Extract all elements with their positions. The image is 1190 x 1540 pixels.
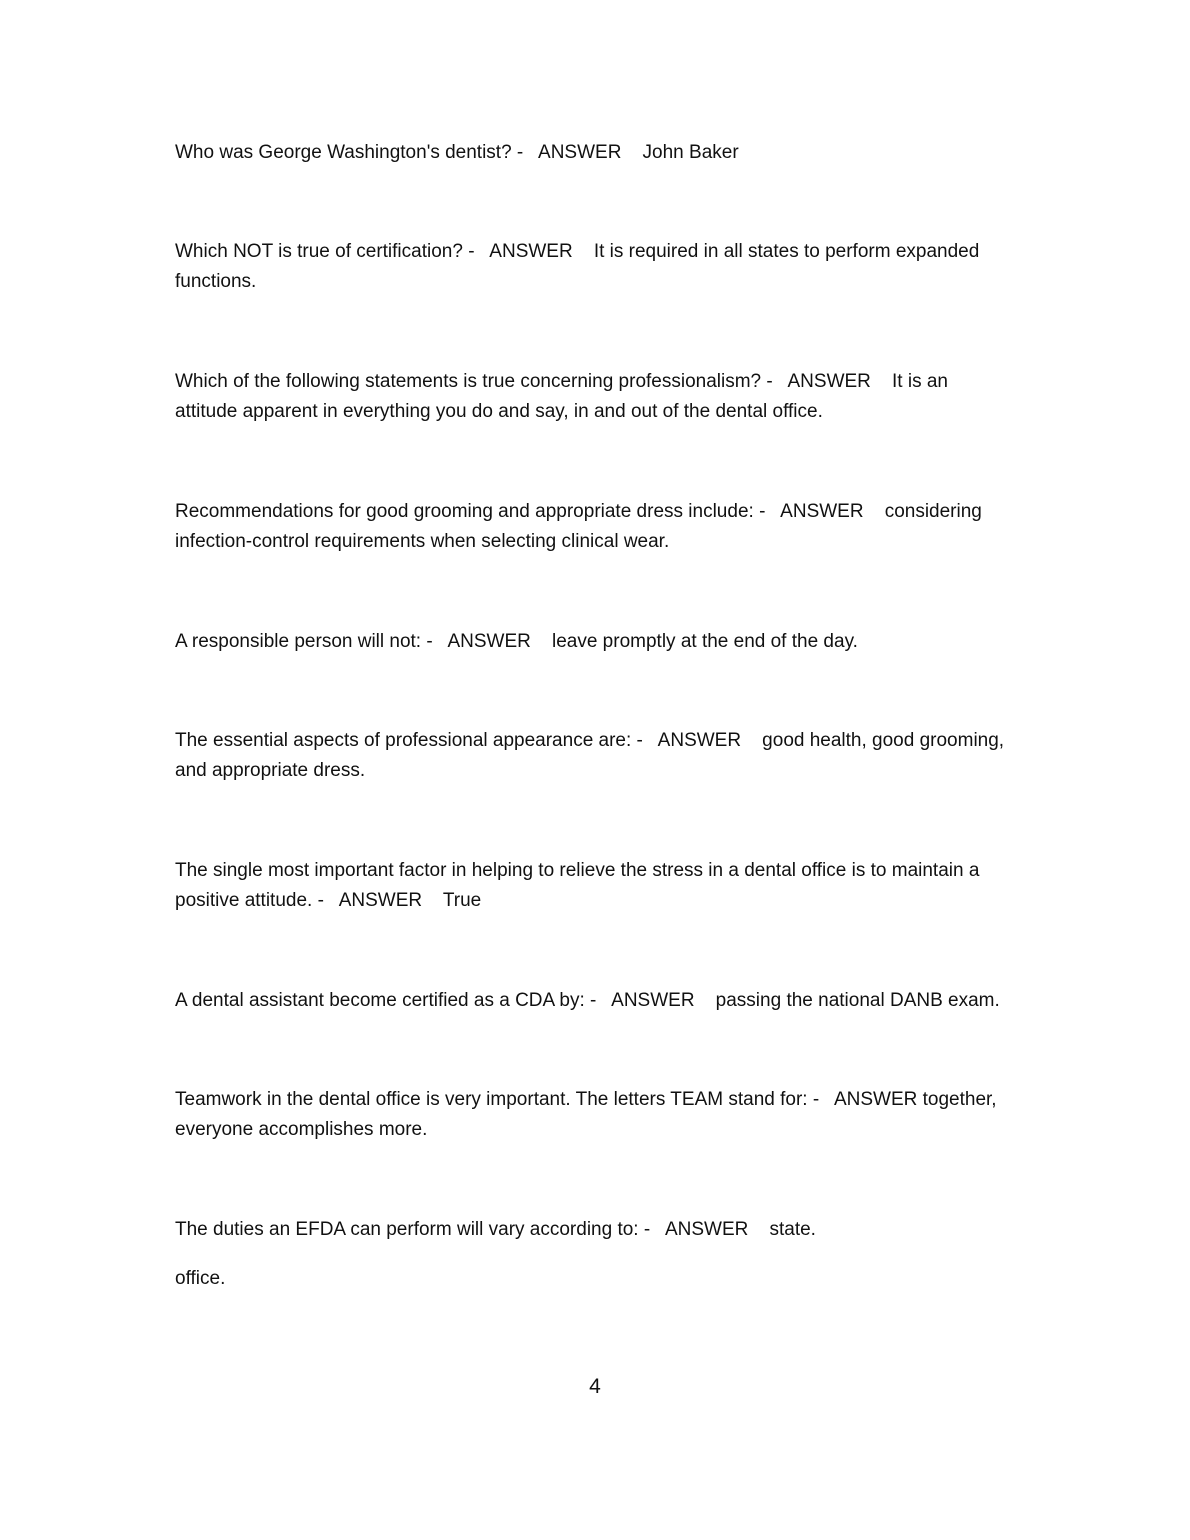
qa-item-8: A dental assistant become certified as a CDA by: - ANSWER passing the national DANB exam.	[175, 990, 1000, 1011]
qa-item-2: Which NOT is true of certification? - ANSWER It is required in all states to perform expanded functions.	[175, 241, 985, 292]
page-number: 4	[589, 1375, 601, 1398]
qa-item-10: The duties an EFDA can perform will vary according to: - ANSWER state.	[175, 1219, 816, 1240]
qa-item-3: Which of the following statements is true concerning professionalism? - ANSWER It is an attitude apparent in everything you do and say, in and out of the dental office.	[175, 371, 954, 422]
qa-item-9: Teamwork in the dental office is very important. The letters TEAM stand for: - ANSWER together, everyone accomplishes more.	[175, 1089, 1002, 1140]
qa-item-6: The essential aspects of professional appearance are: - ANSWER good health, good grooming, and appropriate dress.	[175, 730, 1010, 781]
qa-item-7: The single most important factor in helping to relieve the stress in a dental office is to maintain a positive attitude. - ANSWER True	[175, 860, 985, 911]
qa-item-4: Recommendations for good grooming and appropriate dress include: - ANSWER considering infection-control requirements when selecting clinical wear.	[175, 501, 988, 552]
qa-item-1: Who was George Washington's dentist? - ANSWER John Baker	[175, 142, 739, 163]
qa-item-5: A responsible person will not: - ANSWER leave promptly at the end of the day.	[175, 631, 858, 652]
qa-item-11: office.	[175, 1268, 226, 1289]
